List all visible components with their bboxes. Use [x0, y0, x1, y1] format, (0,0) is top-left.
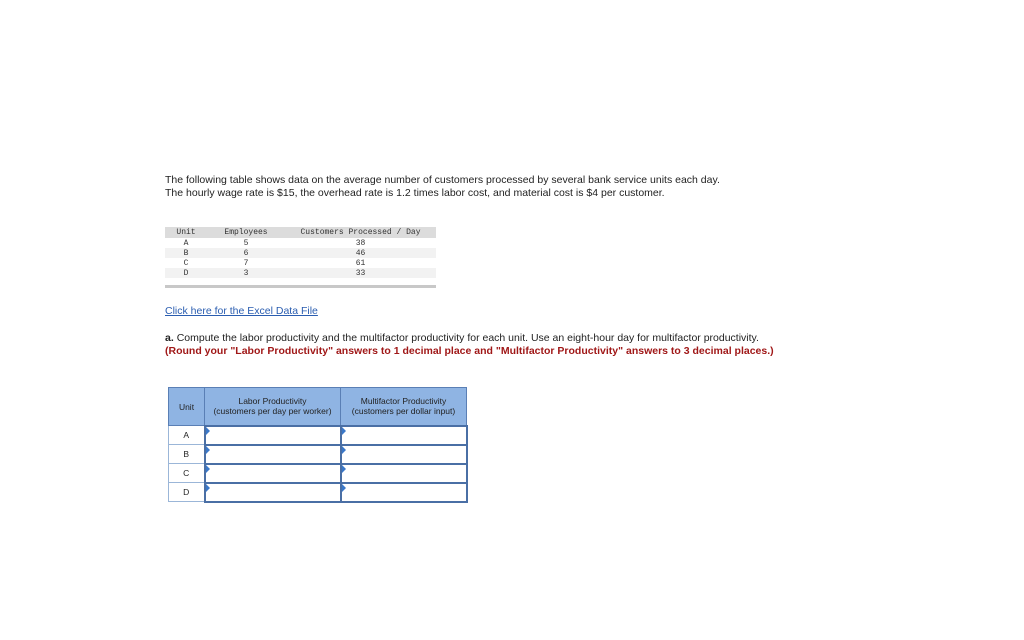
labor-productivity-field-d[interactable] [206, 484, 340, 501]
table-row [165, 268, 436, 278]
multifactor-productivity-input-a[interactable] [341, 426, 467, 445]
labor-productivity-field-b[interactable] [206, 446, 340, 463]
cell-unit: B [165, 248, 207, 258]
data-table-header-row [165, 227, 436, 238]
cell-unit: D [165, 268, 207, 278]
answer-unit-label: D [169, 483, 205, 502]
answer-unit-label: B [169, 445, 205, 464]
col-header-employees: Employees [207, 227, 285, 238]
table-bottom-divider [165, 285, 436, 288]
answer-row [169, 426, 467, 445]
answer-col-labor-productivity [205, 388, 341, 426]
cell-employees: 7 [243, 258, 249, 268]
table-row [165, 248, 436, 258]
question-text: Compute the labor productivity and the multifactor productivity for each unit. Use an eight-hour day for multifactor productivity. [176, 332, 759, 344]
labor-productivity-input-a[interactable] [205, 426, 341, 445]
answer-col-unit: Unit [169, 388, 205, 426]
question-label: a. [165, 332, 174, 344]
multifactor-productivity-input-d[interactable] [341, 483, 467, 502]
data-table [165, 227, 436, 278]
table-row [165, 238, 436, 248]
excel-data-file-link[interactable]: Click here for the Excel Data File [165, 305, 318, 317]
labor-productivity-input-b[interactable] [205, 445, 341, 464]
answer-table [168, 387, 468, 503]
cell-customers: 33 [285, 268, 436, 278]
answer-col-multifactor-productivity [341, 388, 467, 426]
intro-line-1: The following table shows data on the average number of customers processed by several bank service units each day. [165, 174, 720, 186]
multifactor-productivity-field-a[interactable] [342, 427, 466, 444]
labor-productivity-input-d[interactable] [205, 483, 341, 502]
multifactor-productivity-field-b[interactable] [342, 446, 466, 463]
multifactor-productivity-field-c[interactable] [342, 465, 466, 482]
table-row [165, 258, 436, 268]
cell-employees: 3 [207, 268, 285, 278]
rounding-instruction: (Round your "Labor Productivity" answers to 1 decimal place and "Multifactor Productivity" answers to 3 decimal places.) [165, 344, 774, 357]
answer-row [169, 483, 467, 502]
cell-employees: 6 [207, 248, 285, 258]
cell-customers: 61 [355, 258, 366, 268]
col-header-customers: Customers Processed / Day [285, 227, 436, 238]
multifactor-productivity-field-d[interactable] [342, 484, 466, 501]
lp-header-subtitle: (customers per day per worker) [213, 406, 332, 417]
multifactor-productivity-input-b[interactable] [341, 445, 467, 464]
question-a [165, 332, 775, 357]
cell-unit: A [183, 238, 189, 248]
answer-row [169, 445, 467, 464]
labor-productivity-field-c[interactable] [206, 465, 340, 482]
cell-customers: 46 [285, 248, 436, 258]
mp-header-subtitle: (customers per dollar input) [351, 406, 456, 417]
col-header-unit: Unit [165, 227, 207, 238]
lp-header-title: Labor Productivity [238, 396, 307, 407]
intro-line-2: The hourly wage rate is $15, the overhead rate is 1.2 times labor cost, and material cost is $4 per customer. [165, 187, 665, 199]
multifactor-productivity-input-c[interactable] [341, 464, 467, 483]
cell-employees: 5 [243, 238, 249, 248]
problem-intro [165, 174, 785, 200]
labor-productivity-field-a[interactable] [206, 427, 340, 444]
cell-unit: C [183, 258, 189, 268]
mp-header-title: Multifactor Productivity [360, 396, 447, 407]
answer-unit-label: A [169, 426, 205, 445]
cell-customers: 38 [355, 238, 366, 248]
answer-row [169, 464, 467, 483]
answer-header-row [169, 388, 467, 426]
labor-productivity-input-c[interactable] [205, 464, 341, 483]
answer-unit-label: C [169, 464, 205, 483]
